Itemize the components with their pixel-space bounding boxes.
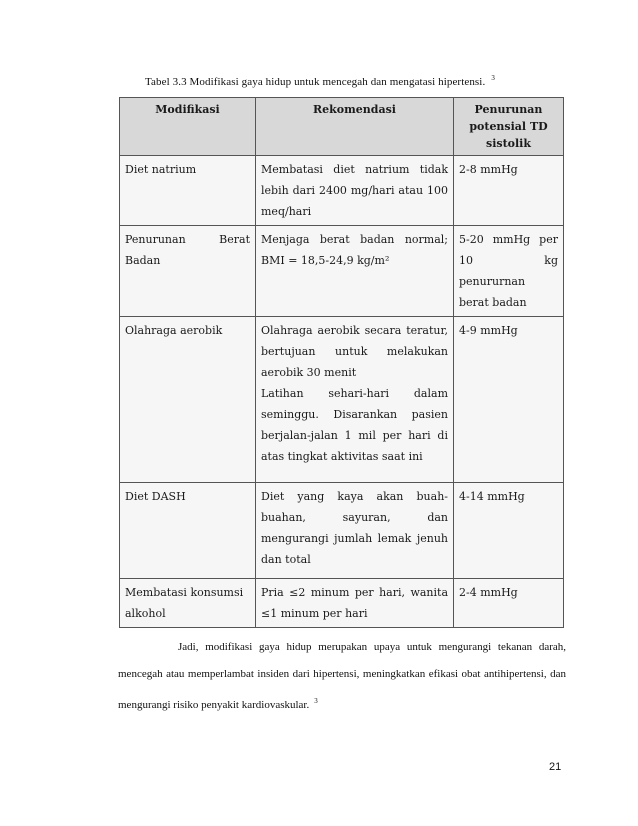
- page-number: 21: [549, 761, 562, 773]
- header-modifikasi: Modifikasi: [120, 98, 256, 156]
- rekomendasi-part-2: Latihan sehari-hari dalam seminggu. Disarankan pasien berjalan-jalan 1 mil per hari di atas tingkat aktivitas saat ini: [261, 387, 448, 463]
- rekomendasi-part-1: Olahraga aerobik secara teratur, bertujuan untuk melakukan aerobik 30 menit: [261, 324, 448, 379]
- cell-modifikasi: Membatasi konsumsi alkohol: [120, 579, 256, 628]
- cell-rekomendasi: Menjaga berat badan normal; BMI = 18,5-24,9 kg/m²: [256, 226, 454, 317]
- paragraph-reference: 3: [314, 697, 318, 705]
- table-header-row: [120, 98, 564, 156]
- lifestyle-modification-table: [119, 97, 564, 628]
- cell-penurunan: 4-9 mmHg: [454, 317, 564, 483]
- header-rekomendasi: Rekomendasi: [256, 98, 454, 156]
- header-penurunan: Penurunan potensial TD sistolik: [454, 98, 564, 156]
- cell-modifikasi: Olahraga aerobik: [120, 317, 256, 483]
- cell-rekomendasi: Membatasi diet natrium tidak lebih dari 2400 mg/hari atau 100 meq/hari: [256, 156, 454, 226]
- table-row: [120, 579, 564, 628]
- paragraph-text: Jadi, modifikasi gaya hidup merupakan upaya untuk mengurangi tekanan darah, mencegah atau memperlambat insiden dari hipertensi, meningkatkan efikasi obat antihipertensi, dan mengurangi risiko penyakit kardiovaskular.: [118, 641, 566, 711]
- cell-modifikasi: Penurunan Berat Badan: [120, 226, 256, 317]
- cell-penurunan: 5-20 mmHg per 10 kg penururnan berat badan: [454, 226, 564, 317]
- table-row: [120, 156, 564, 226]
- table-row: [120, 317, 564, 483]
- body-paragraph: [118, 634, 566, 719]
- cell-modifikasi: Diet natrium: [120, 156, 256, 226]
- cell-penurunan: 4-14 mmHg: [454, 483, 564, 579]
- cell-penurunan: 2-8 mmHg: [454, 156, 564, 226]
- cell-rekomendasi: Pria ≤2 minum per hari, wanita ≤1 minum per hari: [256, 579, 454, 628]
- cell-modifikasi: Diet DASH: [120, 483, 256, 579]
- cell-rekomendasi: Diet yang kaya akan buah-buahan, sayuran, dan mengurangi jumlah lemak jenuh dan total: [256, 483, 454, 579]
- table-row: [120, 226, 564, 317]
- caption-reference: 3: [491, 74, 495, 82]
- table-row: [120, 483, 564, 579]
- caption-text: Tabel 3.3 Modifikasi gaya hidup untuk mencegah dan mengatasi hipertensi.: [145, 76, 486, 88]
- cell-rekomendasi: [256, 317, 454, 483]
- cell-penurunan: 2-4 mmHg: [454, 579, 564, 628]
- table-caption: [145, 74, 495, 88]
